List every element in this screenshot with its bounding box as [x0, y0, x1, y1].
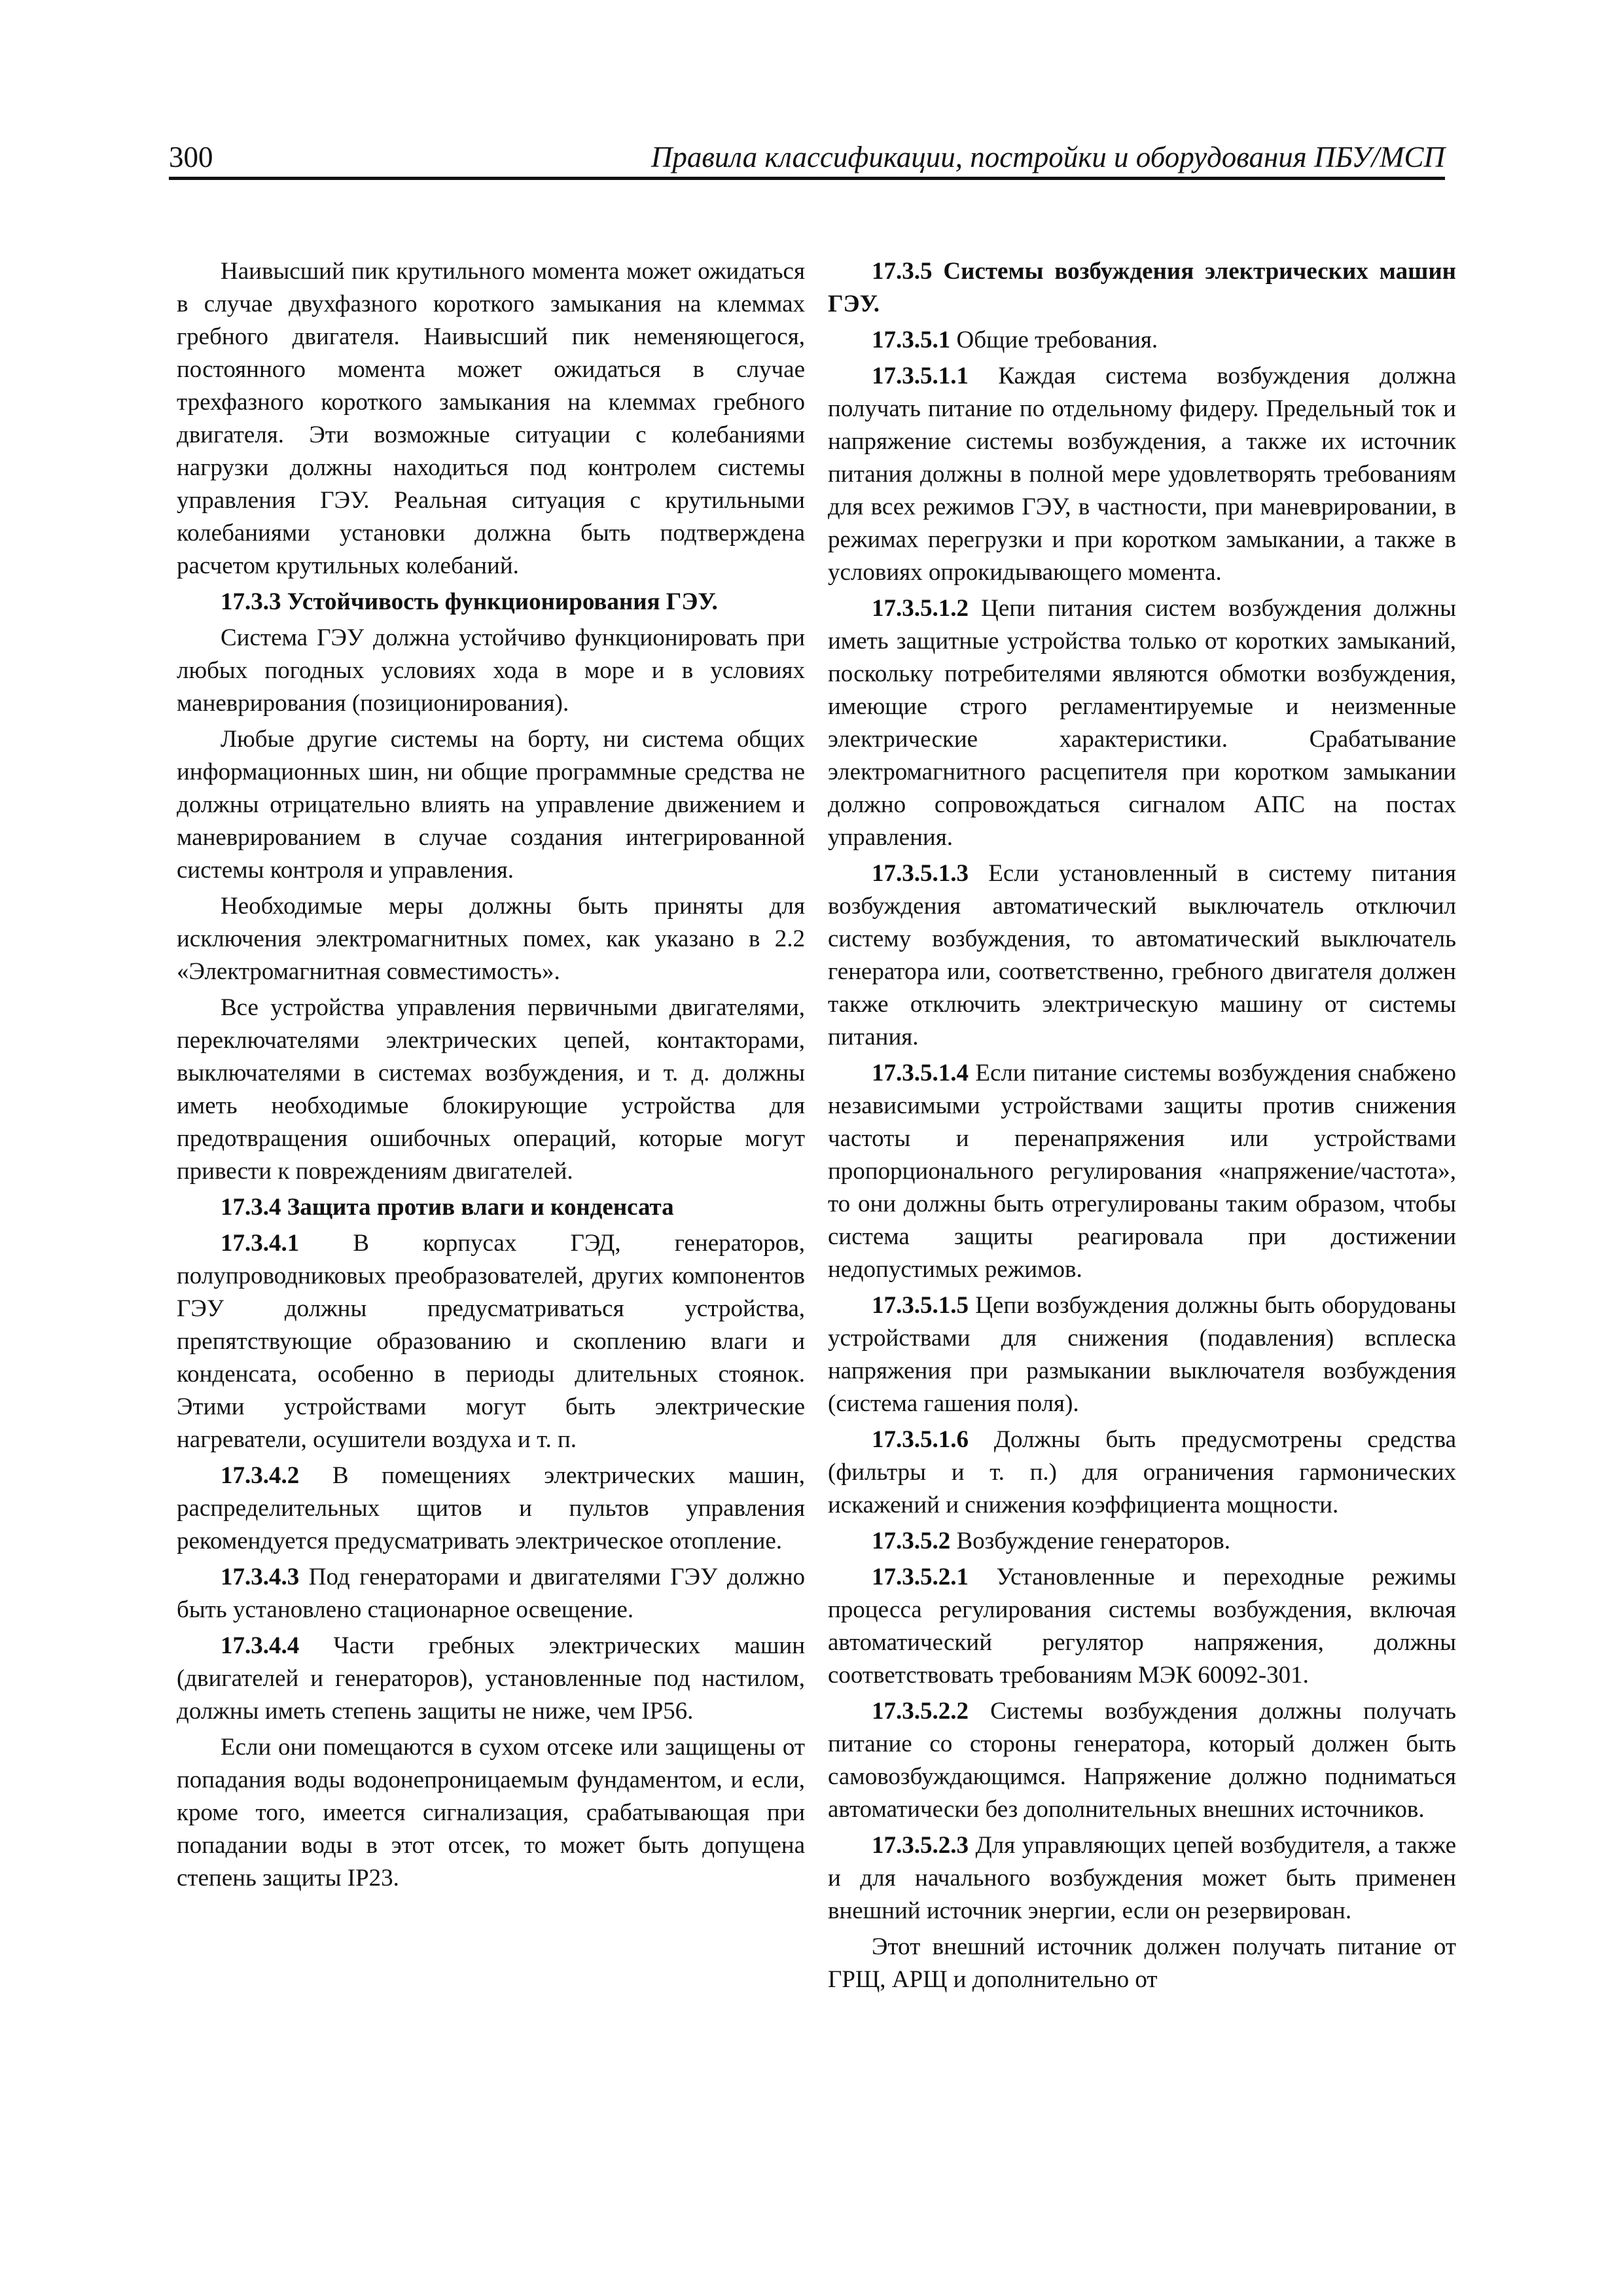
paragraph-text: В помещениях электрических машин, распределительных щитов и пультов управления рекомендуется предусматривать электрическое отопление. — [177, 1462, 805, 1554]
paragraph-text: Для управляющих цепей возбудителя, а также и для начального возбуждения может быть применен внешний источник энергии, если он резервирован. — [828, 1832, 1456, 1924]
paragraph — [828, 1695, 1456, 1826]
clause-number: 17.3.5.2.2 — [872, 1698, 969, 1725]
paragraph-text: Этот внешний источник должен получать питание от ГРЩ, АРЩ и дополнительно от — [828, 1933, 1456, 1993]
clause-number: 17.3.5.2.1 — [872, 1564, 969, 1590]
paragraph-text: Если питание системы возбуждения снабжено независимыми устройствами защиты против снижения частоты и перенапряжения или устройствами пропорционального регулирования «напряжение/частота», то они должны быть отрегулированы таким образом, чтобы система защиты реагировала при достижении недопустимых режимов. — [828, 1060, 1456, 1283]
clause-number: 17.3.5.1.6 — [872, 1426, 969, 1453]
paragraph-text: Должны быть предусмотрены средства (фильтры и т. п.) для ограничения гармонических искажений и снижения коэффициента мощности. — [828, 1426, 1456, 1518]
right-column — [828, 255, 1456, 2000]
clause-number: 17.3.4.2 — [221, 1462, 300, 1489]
paragraph — [828, 1931, 1456, 1996]
paragraph-text: Цепи возбуждения должны быть оборудованы устройствами для снижения (подавления) всплеска напряжения при размыкании выключателя возбуждения (система гашения поля). — [828, 1292, 1456, 1417]
paragraph — [177, 1561, 805, 1626]
clause-number: 17.3.5.2.3 — [872, 1832, 969, 1859]
paragraph-text: Система ГЭУ должна устойчиво функционировать при любых погодных условиях хода в море и в условиях маневрирования (позиционирования). — [177, 624, 805, 717]
paragraph-text: Если установленный в систему питания возбуждения автоматический выключатель отключил систему возбуждения, то автоматический выключатель генератора или, соответственно, гребного двигателя должен также отключить электрическую машину от системы питания. — [828, 860, 1456, 1050]
paragraph — [177, 890, 805, 988]
paragraph — [177, 723, 805, 887]
clause-number: 17.3.4.3 — [221, 1564, 300, 1590]
paragraph-text: Системы возбуждения должны получать питание со стороны генератора, который должен быть самовозбуждающимся. Напряжение должно подниматься автоматически без дополнительных внешних источников. — [828, 1698, 1456, 1823]
paragraph-text: Возбуждение генераторов. — [950, 1528, 1231, 1554]
clause-number: 17.3.5.1.2 — [872, 595, 969, 622]
paragraph-text: Цепи питания систем возбуждения должны иметь защитные устройства только от коротких замыканий, поскольку потребителями являются обмотки возбуждения, имеющие строго регламентируемые и неизменные электрические характеристики. Срабатывание электромагнитного расцепителя при коротком замыкании должно сопровождаться сигналом АПС на постах управления. — [828, 595, 1456, 851]
paragraph-text: Части гребных электрических машин (двигателей и генераторов), установленные под настилом, должны иметь степень защиты не ниже, чем IP56. — [177, 1632, 805, 1725]
paragraph-text: Необходимые меры должны быть приняты для исключения электромагнитных помех, как указано в 2.2 «Электромагнитная совместимость». — [177, 893, 805, 985]
paragraph-text: Наивысший пик крутильного момента может ожидаться в случае двухфазного короткого замыкания на клеммах гребного двигателя. Наивысший пик неменяющегося, постоянного момента может ожидаться в случае трехфазного короткого замыкания на клеммах гребного двигателя. Эти возможные ситуации с колебаниями нагрузки должны находиться под контролем системы управления ГЭУ. Реальная ситуация с крутильными колебаниями установки должна быть подтверждена расчетом крутильных колебаний. — [177, 258, 805, 579]
paragraph-text: Под генераторами и двигателями ГЭУ должно быть установлено стационарное освещение. — [177, 1564, 805, 1623]
paragraph — [177, 1731, 805, 1895]
paragraph-text: Все устройства управления первичными двигателями, переключателями электрических цепей, контакторами, выключателями в системах возбуждения, и т. д. должны иметь необходимые блокирующие устройства для предотвращения ошибочных операций, которые могут привести к повреждениям двигателей. — [177, 994, 805, 1185]
paragraph — [828, 1057, 1456, 1286]
clause-number: 17.3.5.1.3 — [872, 860, 969, 887]
paragraph — [177, 1460, 805, 1558]
paragraph — [177, 1630, 805, 1728]
paragraph — [828, 1829, 1456, 1928]
paragraph-text: Любые другие системы на борту, ни система общих информационных шин, ни общие программные средства не должны отрицательно влиять на управление движением и маневрированием в случае создания интегрированной системы контроля и управления. — [177, 726, 805, 884]
section-heading: 17.3.3 Устойчивость функционирования ГЭУ. — [221, 588, 718, 615]
paragraph — [828, 1424, 1456, 1522]
paragraph — [177, 992, 805, 1188]
paragraph — [828, 360, 1456, 589]
clause-number: 17.3.5.2 — [872, 1528, 951, 1554]
clause-number: 17.3.4.1 — [221, 1230, 300, 1257]
paragraph-text: В корпусах ГЭД, генераторов, полупроводниковых преобразователей, других компонентов ГЭУ должны предусматриваться устройства, препятствующие образованию и скоплению влаги и конденсата, особенно в периоды длительных стоянок. Этими устройствами могут быть электрические нагреватели, осушители воздуха и т. п. — [177, 1230, 805, 1453]
clause-number: 17.3.5.1.1 — [872, 363, 969, 389]
running-title: Правила классификации, постройки и оборудования ПБУ/МСП — [651, 141, 1445, 173]
paragraph — [177, 255, 805, 583]
paragraph — [828, 324, 1456, 357]
paragraph — [828, 1289, 1456, 1420]
paragraph-text: Если они помещаются в сухом отсеке или защищены от попадания воды водонепроницаемым фундаментом, и если, кроме того, имеется сигнализация, срабатывающая при попадании воды в этот отсек, то может быть допущена степень защиты IP23. — [177, 1734, 805, 1892]
paragraph — [828, 1561, 1456, 1692]
paragraph-text: Установленные и переходные режимы процесса регулирования системы возбуждения, включая автоматический регулятор напряжения, должны соответствовать требованиям МЭК 60092-301. — [828, 1564, 1456, 1689]
clause-number: 17.3.5.1 — [872, 327, 951, 353]
section-heading: 17.3.5 Системы возбуждения электрических машин ГЭУ. — [828, 258, 1456, 317]
paragraph — [828, 1525, 1456, 1558]
clause-number: 17.3.4.4 — [221, 1632, 300, 1659]
paragraph-text: Общие требования. — [950, 327, 1158, 353]
section-heading: 17.3.4 Защита против влаги и конденсата — [221, 1194, 674, 1221]
paragraph — [177, 1227, 805, 1456]
left-column — [177, 255, 805, 1898]
page-number: 300 — [169, 141, 213, 173]
paragraph — [828, 592, 1456, 854]
page-header — [169, 137, 1445, 180]
paragraph — [828, 857, 1456, 1054]
clause-number: 17.3.5.1.4 — [872, 1060, 969, 1086]
paragraph-text: Каждая система возбуждения должна получать питание по отдельному фидеру. Предельный ток и напряжение системы возбуждения, а также их источник питания должны в полной мере удовлетворять требованиям для всех режимов ГЭУ, в частности, при маневрировании, в режимах перегрузки и при коротком замыкании, а также в условиях опрокидывающего момента. — [828, 363, 1456, 586]
paragraph — [177, 622, 805, 720]
clause-number: 17.3.5.1.5 — [872, 1292, 969, 1319]
